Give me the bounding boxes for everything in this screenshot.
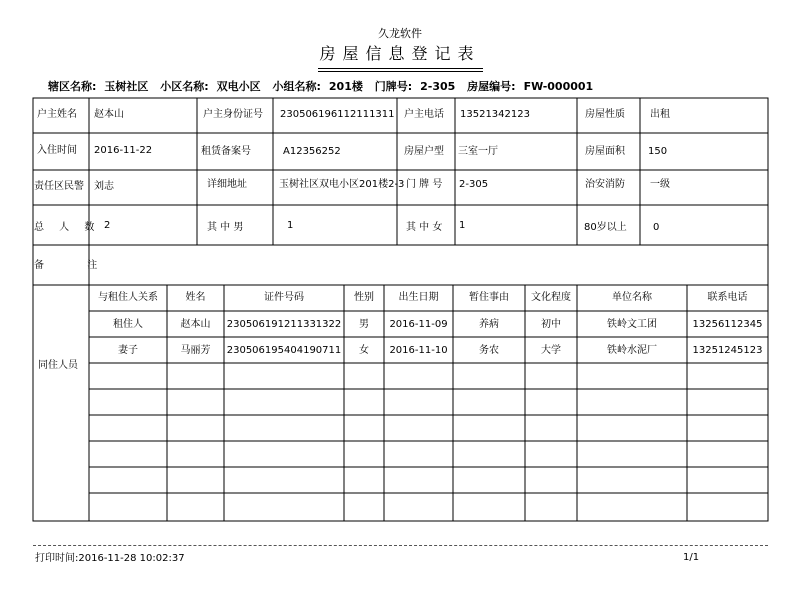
address-label: 详细地址: [207, 179, 247, 190]
print-time: [35, 549, 185, 564]
move-in-label: 入住时间: [37, 145, 77, 156]
lease-record-value: A12356252: [283, 146, 341, 157]
door-value: 2-305: [459, 179, 489, 190]
community-label: 小区名称:: [160, 80, 209, 93]
cell-education: 初中: [541, 319, 561, 330]
group-value: 201楼: [328, 80, 363, 93]
house-no-label: 房屋编号:: [467, 80, 516, 93]
police-label: 责任区民警: [34, 181, 84, 192]
total-label: 总 人 数: [34, 222, 101, 233]
cell-phone: 13251245123: [692, 345, 763, 356]
over80-value: 0: [653, 222, 660, 233]
lease-record-label: 租赁备案号: [201, 146, 251, 157]
address-value: 玉树社区双电小区201楼2-3: [279, 179, 405, 190]
door-label: 门 牌 号: [406, 179, 443, 190]
header-gender: 性别: [354, 292, 374, 303]
cell-stay-reason: 养病: [479, 319, 499, 330]
female-label: 其 中 女: [406, 222, 443, 233]
cell-name: 赵本山: [180, 319, 211, 330]
owner-id-value: 230506196112111311: [280, 109, 395, 120]
district-label: 辖区名称:: [48, 80, 97, 93]
female-value: 1: [459, 220, 466, 231]
residents-section-label: 同住人员: [38, 360, 78, 371]
owner-id-label: 户主身份证号: [203, 109, 263, 120]
cell-relation: 租住人: [113, 319, 143, 330]
header-relation: 与租住人关系: [98, 292, 158, 303]
header-education: 文化程度: [531, 292, 571, 303]
fire-value: 一级: [650, 179, 670, 190]
page-number: 1/1: [683, 552, 700, 563]
move-in-value: 2016-11-22: [94, 145, 153, 156]
owner-name-label: 户主姓名: [37, 109, 77, 120]
header-phone: 联系电话: [707, 292, 748, 303]
print-time-label: 打印时间:: [35, 553, 79, 564]
total-value: 2: [104, 220, 111, 231]
header-employer: 单位名称: [612, 292, 652, 303]
male-label: 其 中 男: [207, 222, 244, 233]
header-birth-date: 出生日期: [398, 292, 439, 303]
cell-id-number: 230506195404190711: [226, 345, 342, 356]
cell-employer: 铁岭水泥厂: [607, 345, 657, 356]
cell-relation: 妻子: [118, 345, 138, 356]
door-label: 门牌号:: [374, 80, 413, 93]
company-name: 久龙软件: [378, 27, 422, 40]
house-type-label: 房屋户型: [404, 146, 444, 157]
header-stay-reason: 暂住事由: [469, 292, 509, 303]
cell-id-number: 230506191211331322: [226, 319, 342, 330]
owner-phone-value: 13521342123: [460, 109, 530, 120]
area-value: 150: [648, 146, 668, 157]
cell-birth-date: 2016-11-10: [389, 345, 448, 356]
header-id-number: 证件号码: [264, 292, 304, 303]
cell-gender: 女: [359, 345, 369, 356]
print-time-value: 2016-11-28 10:02:37: [78, 553, 185, 564]
document-title: 房屋信息登记表: [319, 44, 481, 63]
house-type-value: 三室一厅: [458, 146, 498, 157]
footer-divider: [33, 545, 768, 546]
district-value: 玉树社区: [104, 80, 149, 93]
cell-birth-date: 2016-11-09: [389, 319, 448, 330]
house-nature-value: 出租: [650, 109, 670, 120]
owner-phone-label: 户主电话: [404, 109, 444, 120]
cell-stay-reason: 务农: [479, 345, 499, 356]
house-no-value: FW-000001: [523, 80, 594, 93]
house-nature-label: 房屋性质: [585, 109, 625, 120]
police-value: 刘志: [94, 181, 114, 192]
cell-gender: 男: [359, 319, 369, 330]
owner-name-value: 赵本山: [94, 109, 124, 120]
door-value: 2-305: [420, 80, 456, 93]
cell-education: 大学: [541, 345, 561, 356]
cell-employer: 铁岭文工团: [607, 319, 657, 330]
group-label: 小组名称:: [272, 80, 321, 93]
header-name: 姓名: [185, 292, 206, 303]
male-value: 1: [287, 220, 294, 231]
cell-phone: 13256112345: [692, 319, 763, 330]
cell-name: 马丽芳: [180, 345, 211, 356]
remark-label: 备 注: [34, 260, 118, 271]
over80-label: 80岁以上: [584, 222, 627, 233]
area-label: 房屋面积: [585, 146, 625, 157]
community-value: 双电小区: [216, 80, 261, 93]
fire-label: 治安消防: [585, 179, 625, 190]
